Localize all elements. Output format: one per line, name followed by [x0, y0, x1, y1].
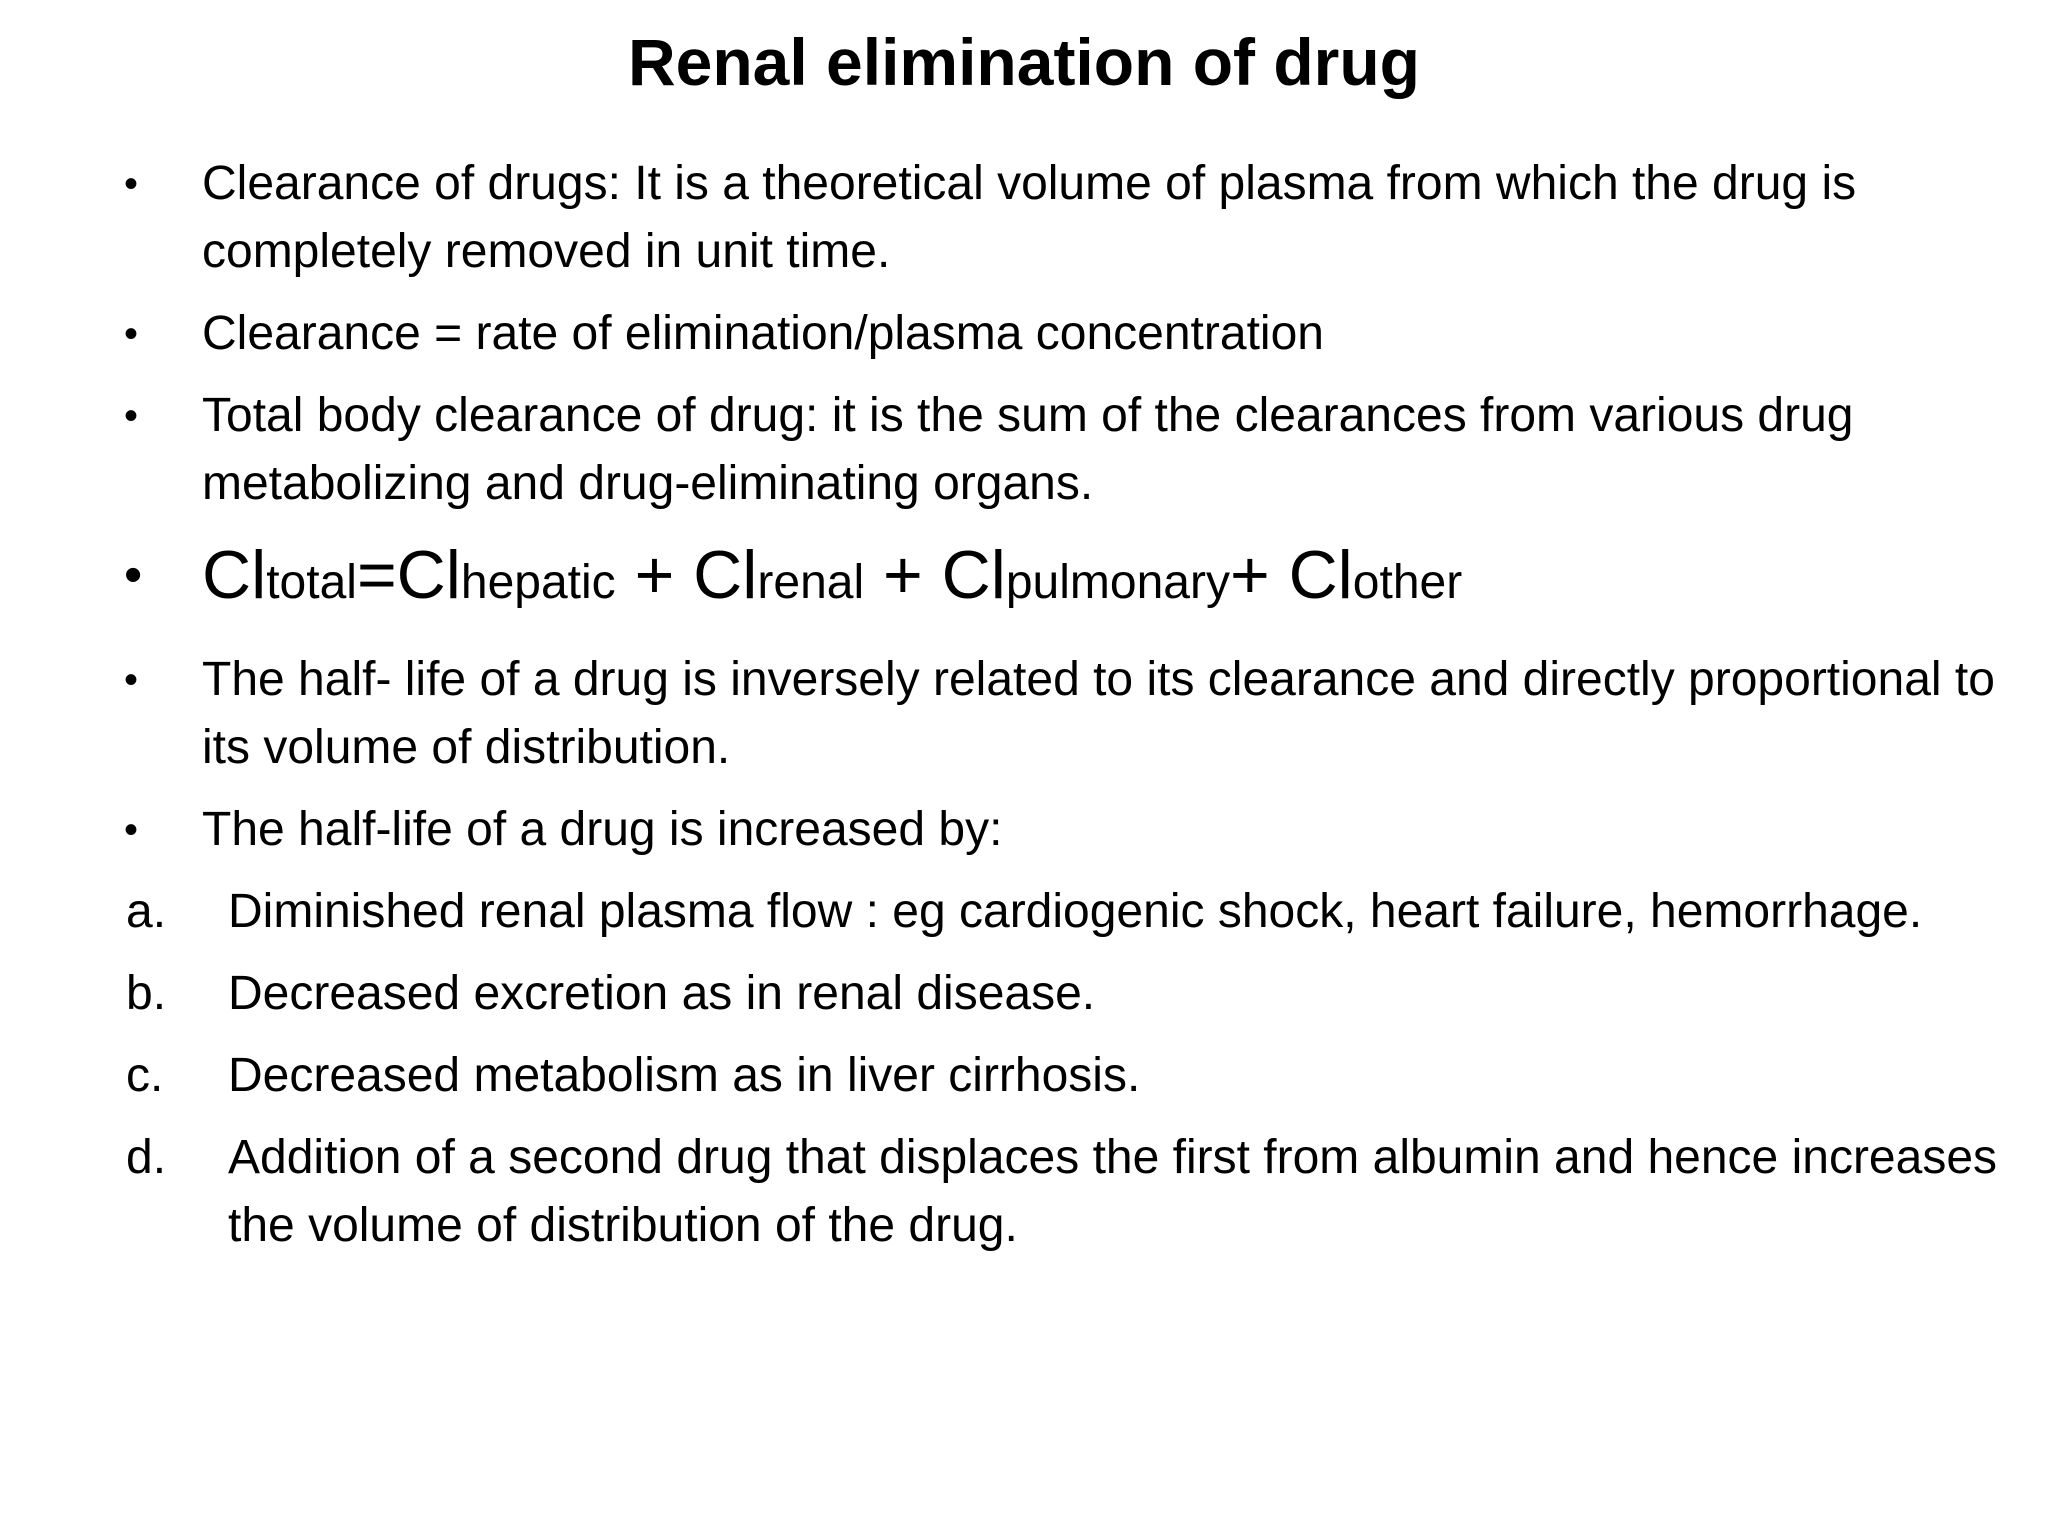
bullet-item-half-life-relation — [118, 646, 1998, 782]
sublist-item-c — [118, 1042, 1998, 1110]
equals-sign: = — [356, 537, 397, 613]
subscript-other: other — [1352, 556, 1463, 609]
bullet-icon: • — [124, 312, 139, 356]
subscript-hepatic: hepatic — [460, 556, 616, 609]
clearance-equation — [118, 532, 1998, 626]
subscript-pulmonary: pulmonary — [1005, 556, 1230, 609]
bullet-item-clearance-formula — [118, 300, 1998, 368]
list-marker: c. — [126, 1049, 164, 1102]
cl-symbol: Cl — [1288, 537, 1353, 613]
sublist-text: Addition of a second drug that displaces the first from albumin and hence increases the volume of distribution of the drug. — [228, 1131, 1998, 1252]
list-marker: d. — [126, 1131, 167, 1184]
cl-symbol: Cl — [941, 537, 1006, 613]
bullet-text: The half- life of a drug is inversely related to its clearance and directly proportional to its volume of distribution. — [202, 653, 1995, 774]
bullet-text: Total body clearance of drug: it is the sum of the clearances from various drug metabolizing and drug-eliminating organs. — [202, 389, 1854, 510]
list-marker: b. — [126, 967, 167, 1020]
plus-sign: + — [615, 537, 694, 613]
bullet-text: Clearance = rate of elimination/plasma concentration — [202, 307, 1324, 360]
equation-text — [202, 532, 1998, 626]
plus-sign: + — [864, 537, 942, 613]
bullet-icon: • — [124, 546, 143, 604]
sublist-item-b — [118, 960, 1998, 1028]
bullet-icon: • — [124, 808, 139, 852]
bullet-item-clearance-definition — [118, 150, 1998, 286]
cl-symbol: Cl — [202, 537, 267, 613]
cl-symbol: Cl — [693, 537, 758, 613]
bullet-text: Clearance of drugs: It is a theoretical volume of plasma from which the drug is completely removed in unit time. — [202, 157, 1857, 278]
bullet-item-total-body-clearance — [118, 382, 1998, 518]
bullet-icon: • — [124, 658, 139, 702]
slide-title: Renal elimination of drug — [627, 25, 1421, 99]
bullet-item-half-life-increased — [118, 796, 1998, 864]
list-marker: a. — [126, 885, 167, 938]
bullet-icon: • — [124, 162, 139, 206]
subscript-total: total — [266, 556, 357, 609]
sublist-text: Decreased excretion as in renal disease. — [228, 967, 1096, 1020]
slide-content — [118, 150, 1998, 1274]
sublist-item-d — [118, 1124, 1998, 1260]
subscript-renal: renal — [757, 556, 865, 609]
plus-sign: + — [1229, 537, 1289, 613]
sublist-item-a — [118, 878, 1998, 946]
sublist-text: Diminished renal plasma flow : eg cardiogenic shock, heart failure, hemorrhage. — [228, 885, 1923, 938]
cl-symbol: Cl — [396, 537, 461, 613]
bullet-icon: • — [124, 394, 139, 438]
sublist-text: Decreased metabolism as in liver cirrhosis. — [228, 1049, 1141, 1102]
bullet-text: The half-life of a drug is increased by: — [202, 803, 1003, 856]
